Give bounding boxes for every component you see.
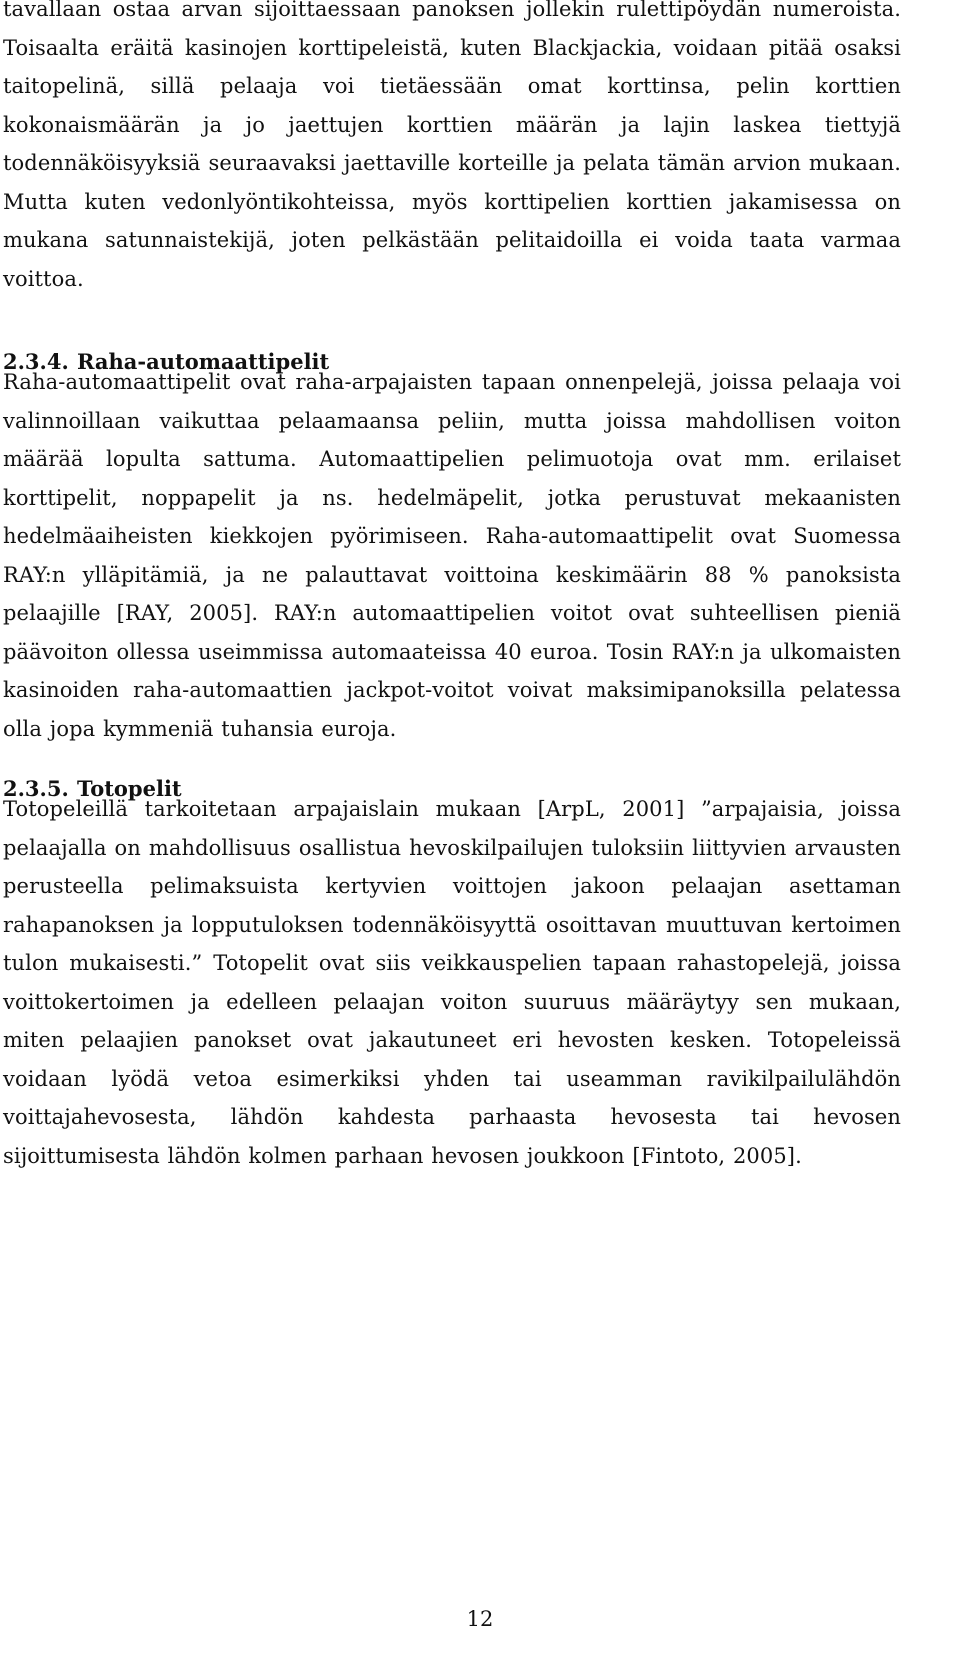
section-title: Raha-automaattipelit: [77, 349, 330, 374]
section-number: 2.3.4.: [3, 349, 69, 374]
paragraph-intro: tavallaan ostaa arvan sijoittaessaan panoksen jollekin rulettipöydän numeroista. Toisaalta eräitä kasinojen korttipeleistä, kuten Blackjackia, voidaan pitää osaksi taitopelinä, sillä pelaaja voi tietäessään omat korttinsa, pelin korttien kokonaismäärän ja jo jaettujen korttien määrän ja lajin laskea tiettyjä todennäköisyyksiä seuraavaksi jaettaville korteille ja pelata tämän arvion mukaan. Mutta kuten vedonlyöntikohteissa, myös korttipelien korttien jakamisessa on mukana satunnaistekijä, joten pelkästään pelitaidoilla ei voida taata varmaa voittoa.: [3, 0, 901, 291]
section-number: 2.3.5.: [3, 776, 69, 801]
paragraph-raha-automaattipelit: Raha-automaattipelit ovat raha-arpajaisten tapaan onnenpelejä, joissa pelaaja voi valinnoillaan vaikuttaa pelaamaansa peliin, mutta joissa mahdollisen voiton määrää lopulta sattuma. Automaattipelien pelimuotoja ovat mm. erilaiset korttipelit, noppapelit ja ns. hedelmäpelit, jotka perustuvat mekaanisten hedelmäaiheisten kiekkojen pyörimiseen. Raha-automaattipelit ovat Suomessa RAY:n ylläpitämiä, ja ne palauttavat voittoina keskimäärin 88 % panoksista pelaajille [RAY, 2005]. RAY:n automaattipelien voitot ovat suhteellisen pieniä päävoiton ollessa useimmissa automaateissa 40 euroa. Tosin RAY:n ja ulkomaisten kasinoiden raha-automaattien jackpot-voitot voivat maksimipanoksilla pelatessa olla jopa kymmeniä tuhansia euroja.: [3, 370, 901, 741]
paragraph-totopelit: Totopeleillä tarkoitetaan arpajaislain mukaan [ArpL, 2001] ”arpajaisia, joissa pelaajalla on mahdollisuus osallistua hevoskilpailujen tuloksiin liittyvien arvausten perusteella pelimaksuista kertyvien voittojen jakoon pelaajan asettaman rahapanoksen ja lopputuloksen todennäköisyyttä osoittavan muuttuvan kertoimen tulon mukaisesti.” Totopelit ovat siis veikkauspelien tapaan rahastopelejä, joissa voittokertoimen ja edelleen pelaajan voiton suuruus määräytyy sen mukaan, miten pelaajien panokset ovat jakautuneet eri hevosten kesken. Totopeleissä voidaan lyödä vetoa esimerkiksi yhden tai useamman ravikilpailulähdön voittajahevosesta, lähdön kahdesta parhaasta hevosesta tai hevosen sijoittumisesta lähdön kolmen parhaan hevosen joukkoon [Fintoto, 2005].: [3, 797, 901, 1168]
page-number: 12: [466, 1607, 494, 1631]
section-title: Totopelit: [77, 776, 182, 801]
